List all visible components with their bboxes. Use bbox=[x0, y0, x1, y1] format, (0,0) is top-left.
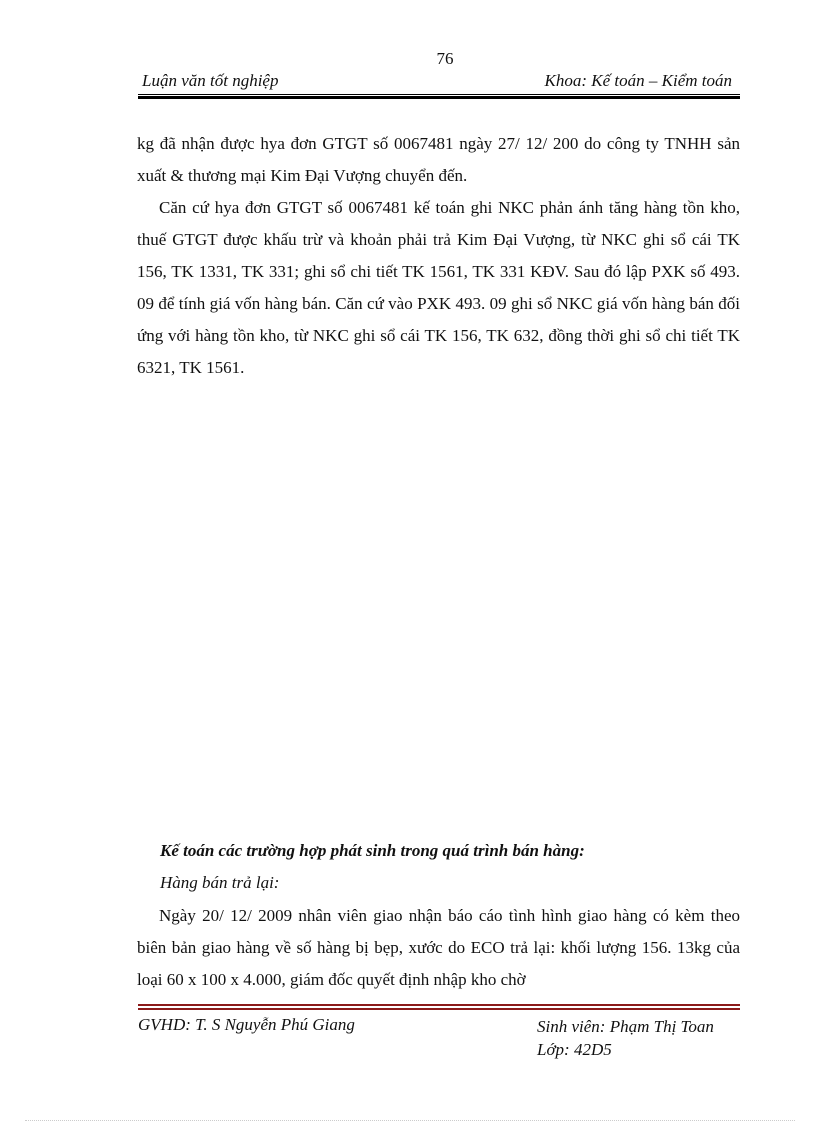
footer-rule-red-1 bbox=[138, 1004, 740, 1006]
paragraph-returned-goods: Ngày 20/ 12/ 2009 nhân viên giao nhận báo cáo tình hình giao hàng có kèm theo biên bản giao hàng về số hàng bị bẹp, xước do ECO trả lại: khối lượng 156. 13kg của loại 60 x 100 x 4.000, giám đốc quyết định nhập kho chờ bbox=[137, 906, 740, 989]
section-subheading: Hàng bán trả lại: bbox=[160, 873, 280, 892]
page-bottom-border bbox=[25, 1120, 795, 1121]
page-number: 76 bbox=[436, 49, 454, 68]
header-thesis-label: Luận văn tốt nghiệp bbox=[142, 71, 279, 90]
header-rule-thick bbox=[138, 96, 740, 99]
paragraph-continuation: kg đã nhận được hya đơn GTGT số 0067481 ngày 27/ 12/ 200 do công ty TNHH sản xuất & thương mại Kim Đại Vượng chuyển đến. bbox=[137, 134, 740, 185]
header-rule-thin bbox=[138, 94, 740, 95]
footer-student bbox=[537, 1015, 714, 1061]
paragraph-invoice-recording: Căn cứ hya đơn GTGT số 0067481 kế toán ghi NKC phản ánh tăng hàng tồn kho, thuế GTGT được khấu trừ và khoản phải trả Kim Đại Vượng, từ NKC ghi sổ cái TK 156, TK 1331, TK 331; ghi sổ chi tiết TK 1561, TK 331 KĐV. Sau đó lập PXK số 493. 09 để tính giá vốn hàng bán. Căn cứ vào PXK 493. 09 ghi sổ NKC giá vốn hàng bán đối ứng với hàng tồn kho, từ NKC ghi sổ cái TK 156, TK 632, đồng thời ghi sổ chi tiết TK 6321, TK 1561. bbox=[137, 198, 740, 377]
page-header bbox=[138, 71, 740, 93]
section-heading: Kế toán các trường hợp phát sinh trong quá trình bán hàng: bbox=[160, 841, 585, 860]
footer-class: Lớp: 42D5 bbox=[537, 1040, 612, 1059]
body-section-2 bbox=[137, 900, 740, 996]
footer-supervisor: GVHD: T. S Nguyễn Phú Giang bbox=[138, 1015, 355, 1034]
header-faculty-label: Khoa: Kế toán – Kiểm toán bbox=[544, 71, 732, 90]
body-section-1 bbox=[137, 128, 740, 384]
footer-rule-red-2 bbox=[138, 1008, 740, 1010]
footer-student-name: Sinh viên: Phạm Thị Toan bbox=[537, 1017, 714, 1036]
